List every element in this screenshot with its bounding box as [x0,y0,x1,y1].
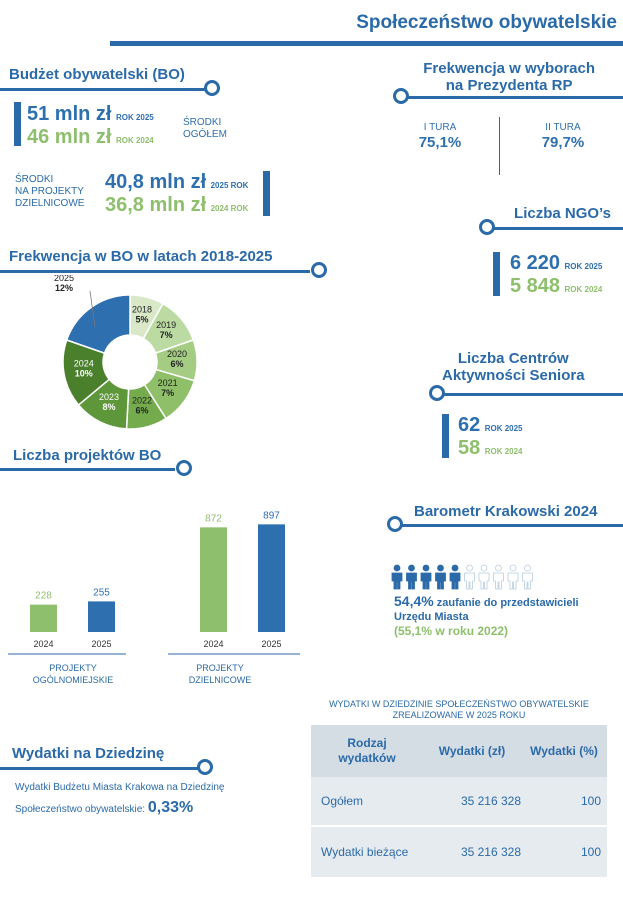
person-icon [465,565,475,589]
donut-year-label: 2025 [53,275,75,283]
donut-year-label: 2018 [131,304,152,315]
election-divider [499,117,500,175]
person-icon [450,565,460,589]
table-caption: WYDATKI W DZIEDZINIE SPOŁECZEŃSTWO OBYWATELSKIE ZREALIZOWANE W 2025 ROKU [329,699,589,720]
person-icon [508,565,518,589]
table-header-row [311,725,607,777]
donut-year-label: 2021 [157,378,178,389]
projects-group1-label: PROJEKTY OGÓLNOMIEJSKIE [32,663,114,685]
budget-total-2024: 46 mln zł ROK 2024 [27,126,154,148]
donut-value-label: 12% [54,283,74,293]
person-icon [407,565,417,589]
barometer-people-icons [390,564,540,590]
budget-district-2024: 36,8 mln zł 2024 ROK [105,194,249,216]
project-bar-category: 2024 [33,639,54,649]
spending-table [311,725,607,877]
seniors-title: Liczba Centrów Aktywności Seniora [442,350,585,384]
barometer-title: Barometr Krakowski 2024 [414,503,598,520]
table-cell: 35 216 328 [460,794,521,808]
ngo-title: Liczba NGO’s [514,205,611,222]
budget-district-bar [263,171,270,216]
ngo-title-rule [492,227,623,230]
table-cell: Wydatki bieżące [321,845,409,859]
donut-year-label: 2019 [156,319,177,330]
person-icon [392,565,402,589]
ngo-bar [493,252,500,296]
ngo-2025: 6 220 ROK 2025 [510,252,603,274]
budget-title-dot [204,80,220,96]
donut-value-label: 5% [135,314,149,325]
project-bar-0-2025 [88,601,115,632]
donut-value-label: 7% [159,329,173,340]
project-bar-0-2024 [30,605,57,632]
turnout-donut-chart [40,275,240,445]
project-bar-category: 2025 [91,639,112,649]
table-cell: 100 [580,845,601,859]
table-header-type: Rodzaj wydatków [338,736,396,765]
project-bar-value: 872 [205,513,222,525]
projects-title-dot [176,460,192,476]
donut-value-label: 8% [102,402,116,413]
budget-district-2025: 40,8 mln zł 2025 ROK [105,171,249,193]
donut-year-label: 2023 [98,392,120,403]
donut-value-label: 6% [135,405,149,416]
projects-group2-label: PROJEKTY DZIELNICOWE [188,663,252,685]
seniors-title-dot [429,385,445,401]
turnout-title-dot [311,262,327,278]
project-bar-value: 897 [263,510,280,522]
barometer-title-dot [387,516,403,532]
spending-text: Wydatki Budżetu Miasta Krakowa na Dziedzinę Społeczeństwo obywatelskie: 0,33% [15,782,225,816]
budget-title-rule [0,88,208,91]
election-title: Frekwencja w wyborach na Prezydenta RP [423,60,595,94]
table-row [311,827,607,877]
seniors-bar [442,414,449,458]
election-title-dot [393,88,409,104]
person-icon [523,565,533,589]
ngo-title-dot [479,219,495,235]
seniors-2024: 58 ROK 2024 [458,437,523,459]
barometer-text: 54,4% zaufanie do przedstawicieli Urzędu Miasta (55,1% w roku 2022) [394,593,579,638]
budget-district-label: ŚRODKI NA PROJEKTY DZIELNICOWE [15,174,85,209]
table-row [311,777,607,827]
project-bar-category: 2025 [261,639,282,649]
projects-bar-chart [0,500,300,675]
seniors-2025: 62 ROK 2025 [458,414,523,436]
donut-value-label: 6% [170,358,184,369]
donut-year-label: 2020 [166,348,188,359]
project-bar-1-2025 [258,524,285,632]
person-icon [494,565,504,589]
donut-year-label: 2022 [131,395,152,406]
spending-title-rule [0,767,200,770]
table-header-percent: Wydatki (%) [530,744,598,758]
table-cell: 100 [580,794,601,808]
election-round2: II TURA 79,7% [541,122,585,151]
donut-year-label: 2024 [73,358,94,369]
table-cell: 35 216 328 [460,845,521,859]
project-bar-value: 228 [35,590,52,602]
donut-value-label: 7% [161,388,175,399]
budget-total-bar [14,102,21,146]
projects-title-rule [0,468,175,471]
election-round1: I TURA 75,1% [418,122,462,151]
table-header-amount: Wydatki (zł) [438,744,506,758]
page-title: Społeczeństwo obywatelskie [356,12,617,33]
budget-total-2025: 51 mln zł ROK 2025 [27,103,154,125]
projects-title: Liczba projektów BO [13,447,162,464]
turnout-title-rule [0,270,310,273]
person-icon [479,565,489,589]
person-icon [421,565,431,589]
person-icon [436,565,446,589]
election-title-rule [405,96,623,99]
donut-value-label: 10% [74,368,93,379]
spending-title-dot [197,759,213,775]
project-bar-category: 2024 [203,639,224,649]
budget-title: Budżet obywatelski (BO) [9,66,185,83]
project-bar-value: 255 [93,587,110,599]
turnout-title: Frekwencja w BO w latach 2018-2025 [9,248,273,265]
spending-title: Wydatki na Dziedzinę [12,745,165,762]
seniors-title-rule [442,393,623,396]
table-cell: Ogółem [321,794,364,808]
ngo-2024: 5 848 ROK 2024 [510,275,603,297]
project-bar-1-2024 [200,527,227,632]
header-rule [110,41,623,46]
barometer-title-rule [400,524,623,527]
budget-total-label: ŚRODKI OGÓŁEM [183,117,227,140]
